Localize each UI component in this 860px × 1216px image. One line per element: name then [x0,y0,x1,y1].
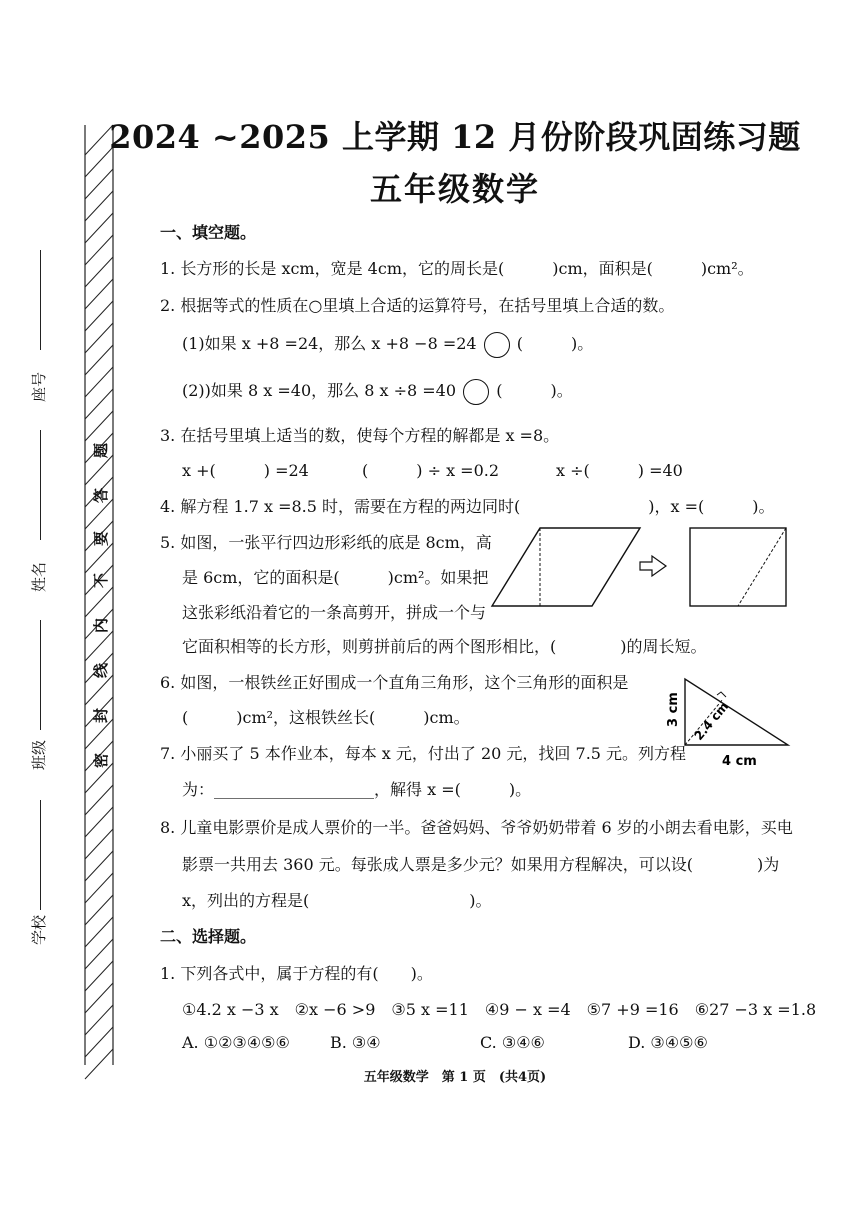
choice-option-d[interactable]: D. ③④⑤⑥ [628,1033,708,1052]
q2a-text: (1)如果 x +8 =24，那么 x +8 −8 =24 [182,334,477,353]
altitude-label: 2.4 cm [691,699,732,743]
q2b-blank: ( )。 [496,381,573,400]
question-2-1: 1. 下列各式中，属于方程的有( )。 [160,964,433,983]
hatch-line [85,807,113,837]
question-1-5-line2: 是 6cm，它的面积是( )cm²。如果把 [182,568,489,587]
q2b-text: (2))如果 8 x =40，那么 8 x ÷8 =40 [182,381,457,400]
page-title: 2024 ~2025 上学期 12 月份阶段巩固练习题 [109,118,801,156]
right-angle-mark [717,692,726,697]
hatch-line [85,829,113,859]
seal-char: 密 [92,752,111,769]
hatch-line [85,939,113,969]
hatch-line [85,411,113,441]
margin-label-name: 姓名 [30,561,48,592]
section-heading-choice: 二、选择题。 [160,927,257,946]
hatch-line [85,983,113,1013]
class-line [40,620,41,730]
question-1-8-line3: x，列出的方程是( )。 [182,891,492,910]
hatch-line [85,1027,113,1057]
parallelogram-figure [492,526,792,616]
hatch-line [85,389,113,419]
question-1-8-line2: 影票一共用去 360 元。每张成人票是多少元？如果用方程解决，可以设( )为 [182,855,780,874]
side-b-label: 4 cm [722,754,757,769]
hatch-line [85,873,113,903]
hatch-line [85,455,113,485]
choice-option-c[interactable]: C. ③④⑥ [480,1033,545,1052]
seal-char: 题 [92,442,111,459]
page-footer: 五年级数学 第 1 页 (共4页) [363,1070,547,1085]
question-1-3c: x ÷( ) =40 [556,461,683,480]
margin-label-class: 班级 [30,739,48,770]
seal-char: 线 [92,662,111,679]
page-subtitle: 五年级数学 [369,170,540,208]
hatch-line [85,499,113,529]
hatch-line [85,917,113,947]
question-1-4: 4. 解方程 1.7 x =8.5 时，需要在方程的两边同时( )，x =( )。 [160,497,775,516]
school-line [40,800,41,910]
seal-char: 内 [92,617,111,634]
seal-char: 要 [92,530,111,547]
question-1-7-line1: 7. 小丽买了 5 本作业本，每本 x 元，付出了 20 元，找回 7.5 元。列方程 [160,744,687,763]
hatch-line [85,345,113,375]
margin-label-seat: 座号 [30,371,48,402]
question-1-6-line1: 6. 如图，一根铁丝正好围成一个直角三角形，这个三角形的面积是 [160,673,629,692]
question-1-1: 1. 长方形的长是 xcm，宽是 4cm，它的周长是( )cm，面积是( )cm²。 [160,259,754,278]
seat-line [40,250,41,350]
seal-hatch-strip [85,125,115,1075]
hatch-line [85,301,113,331]
hatch-line [85,719,113,749]
question-1-8-line1: 8. 儿童电影票价是成人票价的一半。爸爸妈妈、爷爷奶奶带着 6 岁的小朗去看电影，买电 [160,818,793,837]
choice-option-a[interactable]: A. ①②③④⑤⑥ [182,1033,290,1052]
hatch-line [85,587,113,617]
seal-char: 答 [92,487,111,504]
question-1-5-line1: 5. 如图，一张平行四边形彩纸的底是 8cm，高 [160,533,492,552]
question-1-3a: x +( ) =24 [182,461,309,480]
hatch-line [85,543,113,573]
name-line [40,430,41,540]
hatch-line [85,631,113,661]
hatch-line [85,961,113,991]
seal-char: 不 [92,572,111,589]
hatch-line [85,257,113,287]
question-1-2a [182,331,593,358]
operator-circle[interactable] [463,379,489,405]
hatch-line [85,675,113,705]
question-1-7-line2: 为：____________________，解得 x =( )。 [182,780,532,799]
hatch-line [85,213,113,243]
question-1-5-line3: 这张彩纸沿着它的一条高剪开，拼成一个与 [182,603,487,622]
hatch-line [85,279,113,309]
question-1-3b: ( ) ÷ x =0.2 [362,461,500,480]
choice-option-b[interactable]: B. ③④ [330,1033,381,1052]
hatch-line [85,323,113,353]
question-1-6-line2: ( )cm²，这根铁丝长( )cm。 [182,708,470,727]
question-2-1-items: ①4.2 x −3 x ②x −6 >9 ③5 x =11 ④9 − x =4 ⑤7 +9 =16 ⑥27 −3 x =1.8 [182,1000,817,1019]
section-heading-fill-blank: 一、填空题。 [160,223,257,242]
q2a-blank: ( )。 [516,334,594,353]
hatch-line [85,235,113,265]
question-1-2: 2. 根据等式的性质在○里填上合适的运算符号，在括号里填上合适的数。 [160,296,675,315]
rectangle-cut-line [738,528,786,606]
side-a-label: 3 cm [666,692,681,727]
arrow-icon [640,556,666,576]
question-1-3: 3. 在括号里填上适当的数，使每个方程的解都是 x =8。 [160,426,560,445]
rectangle-shape [690,528,786,606]
hatch-line [85,895,113,925]
question-1-2b [182,378,573,405]
question-1-5-line4: 它面积相等的长方形，则剪拼前后的两个图形相比，( )的周长短。 [182,637,707,656]
hatch-line [85,367,113,397]
hatch-line [85,1005,113,1035]
seal-char: 封 [92,707,111,724]
margin-label-school: 学校 [30,914,48,945]
operator-circle[interactable] [484,332,510,358]
hatch-line [85,851,113,881]
parallelogram-shape [492,528,640,606]
hatch-line [85,785,113,815]
